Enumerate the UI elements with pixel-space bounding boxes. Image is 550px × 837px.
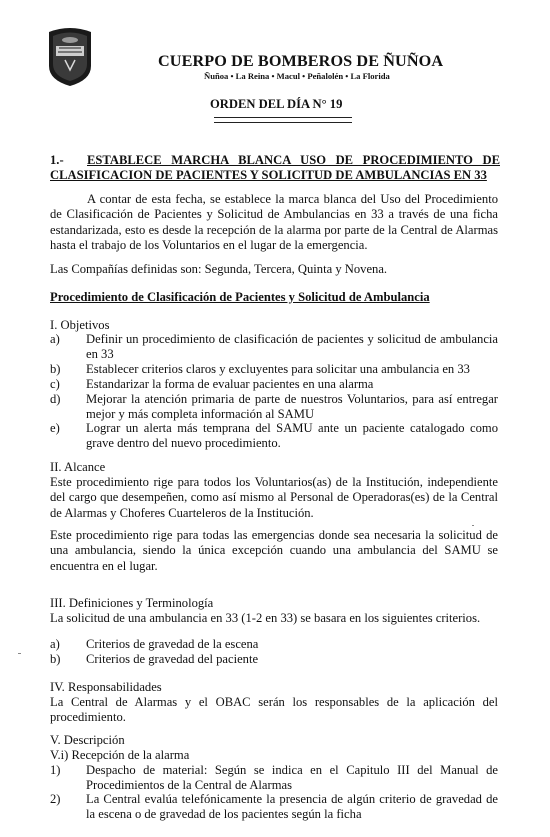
procedure-heading: Procedimiento de Clasificación de Pacientes y Solicitud de Ambulancia: [50, 290, 430, 304]
section-number: 1.-: [50, 153, 64, 167]
definiciones-heading: III. Definiciones y Terminología: [50, 596, 214, 610]
list-item: [50, 362, 498, 377]
order-title-double-underline: [214, 117, 352, 123]
list-item: [50, 637, 498, 652]
list-item: [50, 763, 498, 794]
list-item-label: a): [50, 332, 60, 346]
list-item-label: 1): [50, 763, 61, 777]
companies-paragraph: Las Compañías definidas son: Segunda, Tercera, Quinta y Novena.: [50, 262, 388, 276]
list-item-text: Lograr un alerta más temprana del SAMU ante un paciente catalogado como grave dentro del nuevo procedimiento.: [86, 421, 498, 451]
list-item: [50, 652, 498, 667]
list-item-text: Definir un procedimiento de clasificación de pacientes y solicitud de ambulancia en 33: [86, 332, 498, 362]
list-item-text: Criterios de gravedad de la escena: [86, 637, 259, 651]
section-title: [50, 153, 500, 183]
list-item-label: b): [50, 652, 61, 666]
list-item-label: 2): [50, 792, 61, 806]
scan-speck: [18, 653, 21, 654]
list-item-label: c): [50, 377, 60, 391]
page-title: CUERPO DE BOMBEROS DE ÑUÑOA: [158, 52, 444, 70]
responsabilidades-paragraph: La Central de Alarmas y el OBAC serán los responsables de la aplicación del procedimiento.: [50, 695, 498, 725]
alcance-paragraph-2: Este procedimiento rige para todas las emergencias donde sea necesaria la solicitud de una ambulancia, siendo la única excepción cuando una ambulancia del SAMU se encuentra en el lugar.: [50, 528, 498, 573]
alcance-paragraph-1: Este procedimiento rige para todos los Voluntarios(as) de la Institución, independiente del cargo que desempeñen, como así mismo al Personal de Operadoras(es) de la Central de Alarmas y Choferes Cuarteleros de la Institución.: [50, 475, 498, 520]
fire-department-crest-icon: [45, 26, 95, 88]
list-item: [50, 392, 498, 423]
list-item-label: b): [50, 362, 61, 376]
objetivos-heading: I. Objetivos: [50, 318, 110, 332]
list-item-text: Criterios de gravedad del paciente: [86, 652, 259, 666]
list-item-text: Mejorar la atención primaria de parte de nuestros Voluntarios, para así entregar mejor y más completa información al SAMU: [86, 392, 498, 422]
order-title: ORDEN DEL DÍA N° 19: [210, 97, 343, 111]
section-title-text: ESTABLECE MARCHA BLANCA USO DE PROCEDIMIENTO DE CLASIFICACION DE PACIENTES Y SOLICITUD DE AMBULANCIAS EN 33: [50, 153, 500, 182]
alcance-heading: II. Alcance: [50, 460, 106, 474]
list-item: [50, 377, 498, 392]
list-item-label: a): [50, 637, 60, 651]
definiciones-paragraph: La solicitud de una ambulancia en 33 (1-2 en 33) se basara en los siguientes criterios.: [50, 611, 481, 625]
list-item: [50, 792, 498, 823]
intro-paragraph: A contar de esta fecha, se establece la marca blanca del Uso del Procedimiento de Clasificación de Pacientes y Solicitud de Ambulancias en 33 a través de una ficha estandarizada, esto es desde la recepción de la alarma por parte de la Central de Alarmas hasta el trabajo de los Voluntarios en el lugar de la emergencia.: [50, 192, 498, 253]
list-item-label: e): [50, 421, 60, 435]
list-item-label: d): [50, 392, 61, 406]
descripcion-subheading: V.i) Recepción de la alarma: [50, 748, 190, 762]
list-item-text: La Central evalúa telefónicamente la presencia de algún criterio de gravedad de la escena o de gravedad de los pacientes según la ficha: [86, 792, 498, 822]
list-item: [50, 332, 498, 363]
scan-speck: [472, 525, 474, 526]
list-item-text: Establecer criterios claros y excluyentes para solicitar una ambulancia en 33: [86, 362, 470, 376]
page-subtitle: Ñuñoa • La Reina • Macul • Peñalolén • La Florida: [204, 71, 390, 81]
list-item-text: Despacho de material: Según se indica en el Capitulo III del Manual de Procedimientos de la Central de Alarmas: [86, 763, 498, 793]
responsabilidades-heading: IV. Responsabilidades: [50, 680, 162, 694]
descripcion-heading: V. Descripción: [50, 733, 125, 747]
list-item-text: Estandarizar la forma de evaluar pacientes en una alarma: [86, 377, 374, 391]
list-item: [50, 421, 498, 452]
